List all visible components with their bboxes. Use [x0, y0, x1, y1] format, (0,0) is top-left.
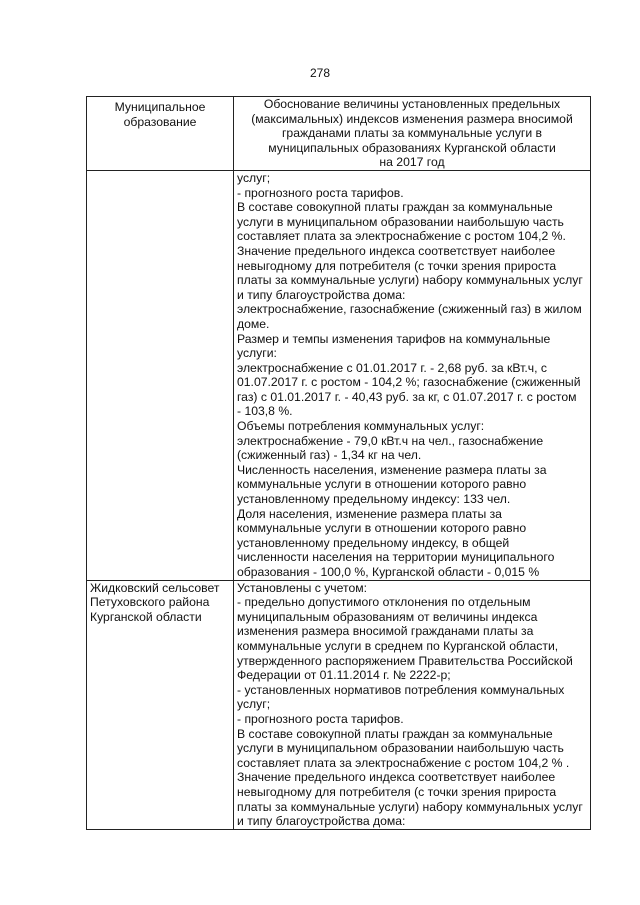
justification-line: Доля населения, изменение размера платы за [237, 506, 502, 521]
justification-line: Установлены с учетом: [237, 580, 367, 595]
justification-line: - 103,8 %. [237, 404, 293, 419]
justification-line: численности населения на территории муниципального [237, 550, 555, 565]
justification-line: невыгодному для потребителя (с точки зрения прироста [237, 784, 557, 799]
header-line: муниципальных образованиях Курганской области [268, 140, 556, 155]
municipality-lines [90, 581, 230, 625]
header-line: образование [123, 114, 197, 129]
municipality-line: Курганской области [90, 609, 202, 624]
justification-line: Федерации от 01.11.2014 г. № 2222-р; [237, 668, 451, 683]
municipality-line: Жидковский сельсовет [90, 580, 220, 595]
page-number: 278 [309, 66, 331, 80]
justification-line: - установленных нормативов потребления коммунальных [237, 682, 565, 697]
header-line: Муниципальное [114, 100, 206, 114]
justification-line: утвержденного распоряжением Правительства Российской [237, 653, 573, 668]
justification-line: образования - 100,0 %, Курганской области - 0,015 % [237, 565, 540, 579]
header-line: (максимальных) индексов изменения размера вносимой [251, 111, 573, 126]
justification-line: доме. [237, 316, 270, 331]
justification-line: установленному предельному индексу: 133 чел. [237, 492, 511, 507]
justification-line: платы за коммунальные услуги) набору коммунальных услуг [237, 273, 583, 288]
justification-line: В составе совокупной платы граждан за коммунальные [237, 200, 553, 215]
justification-line: газ) с 01.01.2017 г. - 40,43 руб. за кг, с 01.07.2017 г. с ростом [237, 389, 577, 404]
justification-cell [234, 580, 591, 829]
justification-line: коммунальные услуги в отношении которого равно [237, 477, 527, 492]
justification-line: муниципальным образованиям от величины индекса [237, 609, 538, 624]
justification-line: Размер и темпы изменения тарифов на коммунальные [237, 331, 551, 346]
header-line: гражданами платы за коммунальные услуги в [281, 126, 543, 141]
header-line: на 2017 год [379, 155, 445, 170]
justification-line: услуги: [237, 346, 277, 361]
justification-line: и типу благоустройства дома: [237, 814, 406, 829]
justification-line: 01.07.2017 г. с ростом - 104,2 %; газоснабжение (сжиженный [237, 375, 581, 390]
justification-table [86, 96, 591, 830]
justification-line: установленному предельному индексу, в общей [237, 535, 510, 550]
justification-line: В составе совокупной платы граждан за коммунальные [237, 726, 553, 741]
table-row [87, 170, 591, 580]
justification-line: услуги в муниципальном образовании наибольшую часть [237, 214, 564, 229]
justification-line: электроснабжение с 01.01.2017 г. - 2,68 руб. за кВт.ч, с [237, 360, 547, 375]
table-header-row [87, 97, 591, 171]
justification-line: услуг; [237, 170, 271, 185]
justification-cell [234, 170, 591, 580]
justification-line: изменения размера вносимой гражданами платы за [237, 624, 534, 639]
justification-line: Значение предельного индекса соответствует наиболее [237, 243, 556, 258]
justification-line: электроснабжение - 79,0 кВт.ч на чел., газоснабжение [237, 433, 544, 448]
justification-line: составляет плата за электроснабжение с ростом 104,2 % . [237, 755, 570, 770]
header-municipality [87, 97, 234, 171]
justification-line: - прогнозного роста тарифов. [237, 711, 404, 726]
justification-line: Объемы потребления коммунальных услуг: [237, 419, 485, 434]
justification-line: невыгодному для потребителя (с точки зрения прироста [237, 258, 557, 273]
justification-line: Значение предельного индекса соответствует наиболее [237, 770, 556, 785]
header-justification [234, 97, 591, 171]
municipality-line: Петуховского района [90, 595, 210, 610]
municipality-cell [87, 580, 234, 829]
justification-line: составляет плата за электроснабжение с ростом 104,2 %. [237, 229, 566, 244]
justification-lines [237, 171, 587, 580]
justification-line: и типу благоустройства дома: [237, 287, 406, 302]
justification-line: - прогнозного роста тарифов. [237, 185, 404, 200]
justification-line: услуги в муниципальном образовании наибольшую часть [237, 741, 564, 756]
justification-line: платы за коммунальные услуги) набору коммунальных услуг [237, 799, 583, 814]
justification-line: коммунальные услуги в среднем по Курганской области, [237, 638, 559, 653]
municipality-cell [87, 170, 234, 580]
header-line: Обоснование величины установленных предельных [263, 97, 561, 111]
justification-line: коммунальные услуги в отношении которого равно [237, 521, 527, 536]
justification-lines [237, 581, 587, 829]
table-row [87, 580, 591, 829]
justification-line: электроснабжение, газоснабжение (сжиженный газ) в жилом [237, 302, 582, 317]
justification-line: - предельно допустимого отклонения по отдельным [237, 595, 531, 610]
justification-line: услуг; [237, 697, 271, 712]
justification-line: Численность населения, изменение размера платы за [237, 462, 547, 477]
justification-line: (сжиженный газ) - 1,34 кг на чел. [237, 448, 422, 463]
